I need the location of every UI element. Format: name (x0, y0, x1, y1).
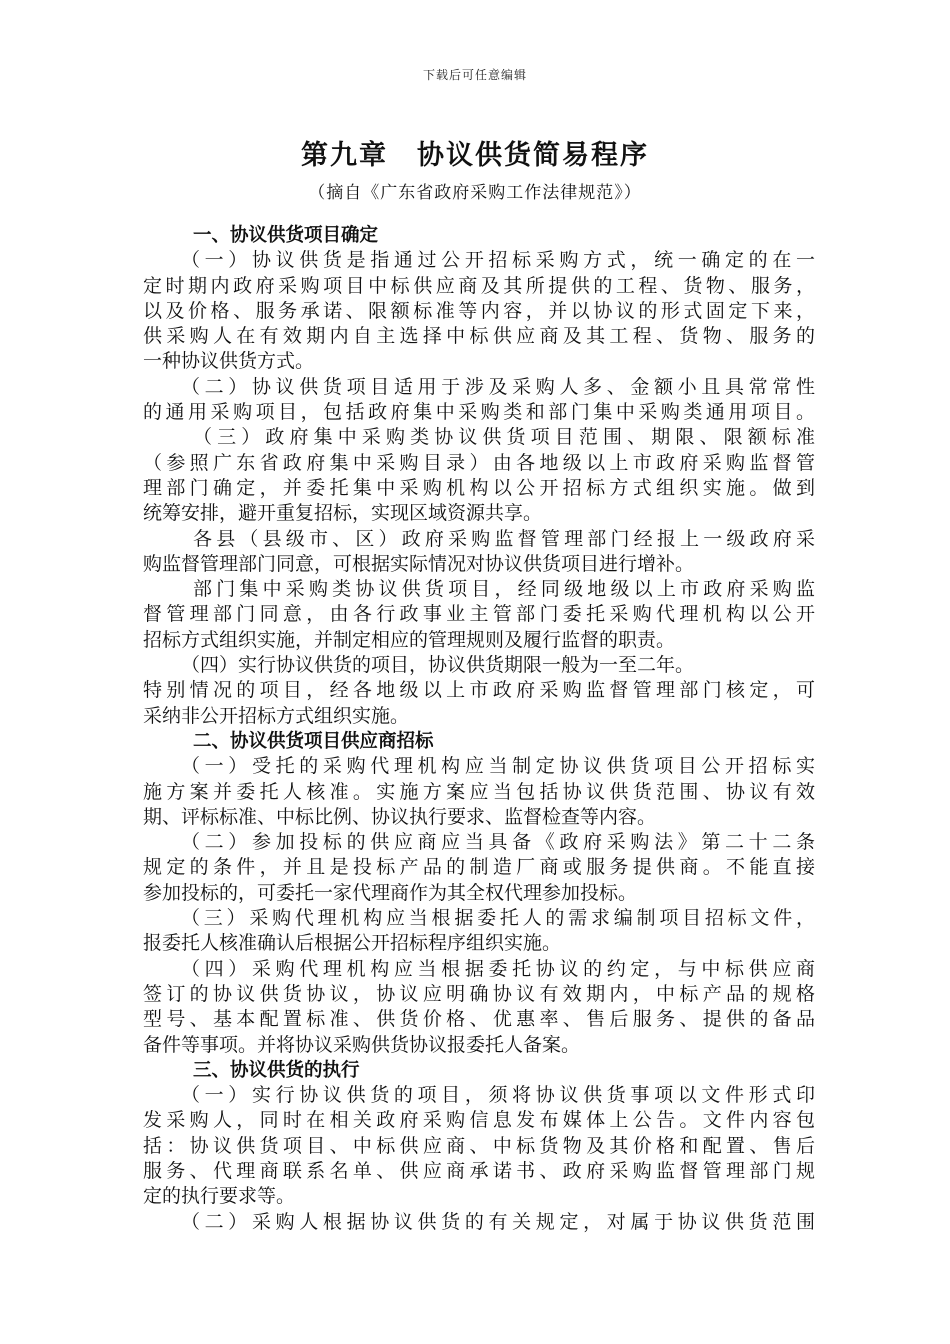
paragraph-line: 定时期内政府采购项目中标供应商及其所提供的工程、货物、服务， (143, 274, 815, 297)
paragraph-line: （四）采购代理机构应当根据委托协议的约定，与中标供应商 (181, 957, 815, 980)
paragraph-line: （一）实行协议供货的项目，须将协议供货事项以文件形式印 (181, 1084, 815, 1107)
paragraph-line: 括：协议供货项目、中标供应商、中标货物及其价格和配置、售后 (143, 1134, 815, 1157)
paragraph-line: 备件等事项。并将协议采购供货协议报委托人备案。 (143, 1033, 581, 1056)
paragraph-line: 部门集中采购类协议供货项目，经同级地级以上市政府采购监 (193, 578, 815, 601)
paragraph-line: 采纳非公开招标方式组织实施。 (143, 704, 410, 727)
paragraph-line: （参照广东省政府集中采购目录）由各地级以上市政府采购监督管 (143, 451, 815, 474)
section-heading: 一、协议供货项目确定 (193, 225, 379, 246)
paragraph-line: 施方案并委托人核准。实施方案应当包括协议供货范围、协议有效 (143, 780, 815, 803)
section-heading: 三、协议供货的执行 (193, 1059, 360, 1081)
paragraph-line: 型号、基本配置标准、供货价格、优惠率、售后服务、提供的备品 (143, 1008, 815, 1031)
paragraph-line: 参加投标的，可委托一家代理商作为其全权代理参加投标。 (143, 881, 638, 904)
chapter-title: 第九章 协议供货简易程序 (301, 140, 649, 171)
paragraph-line: 签订的协议供货协议，协议应明确协议有效期内，中标产品的规格 (143, 982, 815, 1005)
section-heading: 二、协议供货项目供应商招标 (193, 730, 434, 752)
paragraph-line: 招标方式组织实施，并制定相应的管理规则及履行监督的职责。 (143, 628, 676, 651)
paragraph-line: 购监督管理部门同意，可根据实际情况对协议供货项目进行增补。 (143, 552, 695, 575)
paragraph-line: 理部门确定，并委托集中采购机构以公开招标方式组织实施。做到 (143, 476, 815, 499)
paragraph-line: （一）受托的采购代理机构应当制定协议供货项目公开招标实 (181, 755, 815, 778)
paragraph-line: 规定的条件，并且是投标产品的制造厂商或服务提供商。不能直接 (143, 856, 815, 879)
paragraph-line: （四）实行协议供货的项目，协议供货期限一般为一至二年。 (181, 654, 695, 677)
paragraph-line: 统筹安排，避开重复招标，实现区域资源共享。 (143, 502, 543, 525)
document-body (143, 223, 815, 1235)
paragraph-line: （三）政府集中采购类协议供货项目范围、期限、限额标准 (193, 426, 815, 449)
paragraph-line: （一）协议供货是指通过公开招标采购方式，统一确定的在一 (181, 249, 815, 272)
paragraph-line: 定的执行要求等。 (143, 1185, 296, 1208)
paragraph-line: 期、评标标准、中标比例、协议执行要求、监督检查等内容。 (143, 805, 657, 828)
paragraph-line: 督管理部门同意，由各行政事业主管部门委托采购代理机构以公开 (143, 603, 815, 626)
chapter-subtitle: （摘自《广东省政府采购工作法律规范》） (308, 183, 642, 203)
paragraph-line: （二）协议供货项目适用于涉及采购人多、金额小且具常常性 (181, 375, 815, 398)
paragraph-line: 服务、代理商联系名单、供应商承诺书、政府采购监督管理部门规 (143, 1159, 815, 1182)
paragraph-line: （三）采购代理机构应当根据委托人的需求编制项目招标文件， (181, 907, 815, 930)
paragraph-line: （二）参加投标的供应商应当具备《政府采购法》第二十二条 (181, 831, 815, 854)
paragraph-line: （二）采购人根据协议供货的有关规定，对属于协议供货范围 (181, 1210, 815, 1233)
paragraph-line: 的通用采购项目，包括政府集中采购类和部门集中采购类通用项目。 (143, 401, 815, 424)
paragraph-line: 特别情况的项目，经各地级以上市政府采购监督管理部门核定，可 (143, 679, 815, 702)
page-header-note: 下载后可任意编辑 (422, 68, 527, 82)
paragraph-line: 供采购人在有效期内自主选择中标供应商及其工程、货物、服务的 (143, 325, 815, 348)
paragraph-line: 报委托人核准确认后根据公开招标程序组织实施。 (143, 932, 562, 955)
paragraph-line: 以及价格、服务承诺、限额标准等内容，并以协议的形式固定下来， (143, 299, 815, 322)
paragraph-line: 各县（县级市、区）政府采购监督管理部门经报上一级政府采 (193, 527, 815, 550)
paragraph-line: 一种协议供货方式。 (143, 350, 315, 373)
paragraph-line: 发采购人，同时在相关政府采购信息发布媒体上公告。文件内容包 (143, 1109, 815, 1132)
